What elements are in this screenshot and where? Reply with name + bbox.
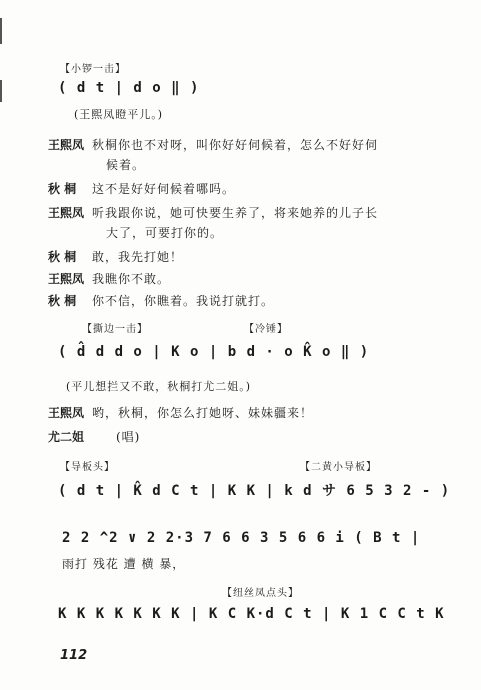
percussion-label: 【小锣一击】 bbox=[60, 64, 126, 75]
dialogue-line: 这不是好好伺候着哪吗。 bbox=[92, 182, 236, 196]
speaker-name: 王熙凤 bbox=[48, 206, 85, 220]
dialogue-line: 你不信，你瞧着。我说打就打。 bbox=[92, 294, 275, 308]
margin-mark bbox=[0, 18, 2, 44]
dialogue-line: 我瞧你不敢。 bbox=[92, 272, 171, 286]
percussion-label: 【撕边一击】 bbox=[82, 324, 148, 335]
speaker-name: 王熙凤 bbox=[48, 138, 85, 152]
dialogue-line: 敢，我先打她！ bbox=[92, 250, 184, 264]
dialogue-line: 秋桐你也不对呀，叫你好好伺候着，怎么不好好伺 bbox=[92, 138, 379, 152]
notation-line: K K K K K K K | K C K·d C t | K 1 C C t K bbox=[58, 606, 445, 622]
dialogue-line: 大了，可要打你的。 bbox=[106, 226, 224, 240]
speaker-name: 尤二姐 bbox=[48, 430, 85, 444]
notation-line: ( d t | K̂ d C t | K K | k d サ 6 5 3 2 - ) bbox=[58, 483, 451, 499]
percussion-label: 【冷锤】 bbox=[244, 324, 288, 335]
page-number: 112 bbox=[60, 648, 88, 663]
notation-line: ( d̂ d d o | K o | b d · o K̂ o ‖ ) bbox=[58, 344, 370, 360]
dialogue-line: 哟，秋桐，你怎么打她呀、妹妹疆来！ bbox=[92, 406, 314, 420]
speaker-name: 王熙凤 bbox=[48, 406, 85, 420]
percussion-label: 【二黄小导板】 bbox=[300, 462, 377, 473]
stage-direction: (平儿想拦又不敢，秋桐打尤二姐。) bbox=[66, 380, 252, 393]
speaker-name: 秋 桐 bbox=[48, 250, 77, 264]
speaker-name: 秋 桐 bbox=[48, 182, 77, 196]
dialogue-line: 听我跟你说，她可快要生养了，将来她养的儿子长 bbox=[92, 206, 379, 220]
speaker-name: 王熙凤 bbox=[48, 272, 85, 286]
percussion-label: 【导板头】 bbox=[60, 462, 115, 473]
lyric-line: 雨打 残花 遭 横 暴， bbox=[62, 557, 186, 571]
margin-mark bbox=[0, 80, 2, 102]
notation-line: 2 2 ^2 ∨ 2 2·3 7 6 6 3 5 6 6 i ( B t | bbox=[62, 530, 421, 546]
stage-direction: (王熙凤瞪平儿。) bbox=[74, 108, 164, 121]
speaker-name: 秋 桐 bbox=[48, 294, 77, 308]
dialogue-line: 候着。 bbox=[106, 158, 146, 172]
dialogue-line: (唱) bbox=[116, 430, 141, 444]
notation-line: ( d t | d o ‖ ) bbox=[58, 80, 200, 96]
percussion-label: 【纽丝凤点头】 bbox=[222, 588, 299, 599]
